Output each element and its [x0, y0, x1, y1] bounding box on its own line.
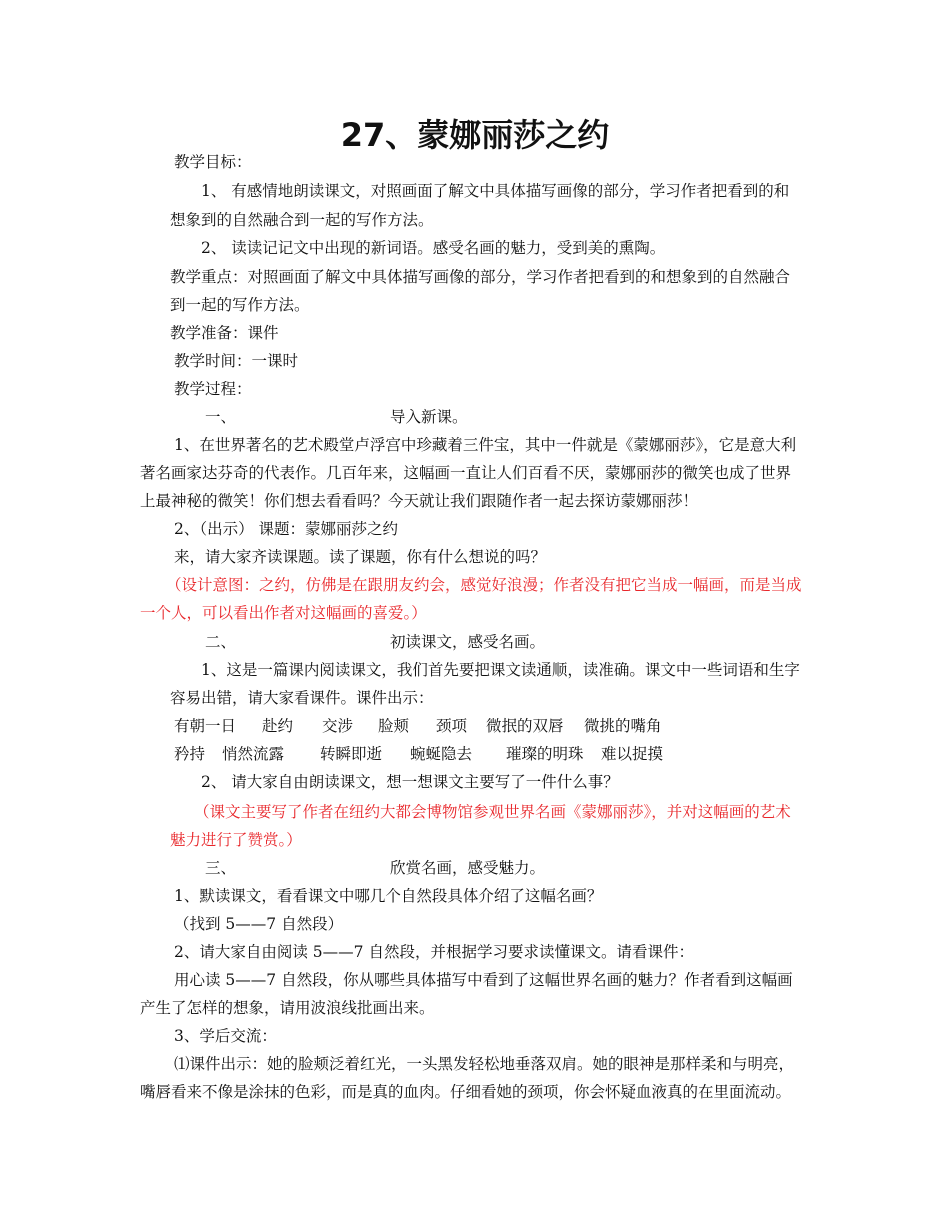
courseware-quote-line-1: ⑴课件出示：她的脸颊泛着红光，一头黑发轻松地垂落双肩。她的眼神是那样柔和与明亮， [174, 1055, 795, 1073]
section-1-title: 导入新课。 [390, 408, 468, 426]
paragraph-3: 来，请大家齐读课题。读了课题，你有什么想说的吗？ [174, 548, 547, 566]
preparation: 教学准备：课件 [170, 324, 279, 342]
answer-2-line-1: （课文主要写了作者在纽约大都会博物馆参观世界名画《蒙娜丽莎》，并对这幅画的艺术 [194, 803, 791, 821]
appreciate-2: 2、请大家自由阅读 5——7 自然段，并根据学习要求读懂课文。请看课件： [174, 943, 694, 961]
vocab-word: 蜿蜒隐去 [410, 745, 473, 763]
vocab-word: 有朝一日 [174, 717, 237, 735]
section-3-number: 三、 [205, 859, 237, 877]
appreciate-2-task-line-2: 产生了怎样的想象，请用波浪线批画出来。 [140, 999, 435, 1017]
goal-heading: 教学目标： [174, 153, 252, 171]
section-1-number: 一、 [205, 408, 237, 426]
vocab-word: 璀璨的明珠 [506, 745, 584, 763]
paragraph-2: 2、（出示） 课题：蒙娜丽莎之约 [174, 520, 399, 538]
goal-2: 2、 读读记记文中出现的新词语。感受名画的魅力，受到美的熏陶。 [201, 239, 666, 257]
goal-1-line-1: 1、 有感情地朗读课文，对照画面了解文中具体描写画像的部分，学习作者把看到的和 [201, 182, 790, 200]
reading-1-line-2: 容易出错，请大家看课件。课件出示： [170, 689, 434, 707]
reading-1-line-1: 1、这是一篇课内阅读课文，我们首先要把课文读通顺，读准确。课文中一些词语和生字 [201, 661, 800, 679]
section-2-title: 初读课文，感受名画。 [390, 633, 546, 651]
vocab-word: 难以捉摸 [601, 745, 664, 763]
section-2-number: 二、 [205, 633, 237, 651]
courseware-quote-line-2: 嘴唇看来不像是涂抹的色彩，而是真的血肉。仔细看她的颈项，你会怀疑血液真的在里面流动。 [140, 1083, 792, 1101]
reading-2: 2、 请大家自由朗读课文，想一想课文主要写了一件什么事？ [201, 773, 619, 791]
paragraph-1-line-1: 1、在世界著名的艺术殿堂卢浮宫中珍藏着三件宝，其中一件就是《蒙娜丽莎》，它是意大利 [174, 436, 797, 454]
vocab-row-1 [174, 716, 662, 736]
vocab-word: 赴约 [262, 717, 294, 735]
paragraph-1-line-3: 上最神秘的微笑！你们想去看看吗？今天就让我们跟随作者一起去探访蒙娜丽莎！ [140, 492, 699, 510]
teaching-time: 教学时间：一课时 [174, 352, 299, 370]
appreciate-3: 3、学后交流： [174, 1027, 277, 1045]
design-intent-line-2: 一个人，可以看出作者对这幅画的喜爱。） [140, 604, 427, 622]
vocab-word: 悄然流露 [222, 745, 285, 763]
appreciate-2-task-line-1: 用心读 5——7 自然段，你从哪些具体描写中看到了这幅世界名画的魅力？作者看到这幅画 [174, 971, 793, 989]
appreciate-1-answer: （找到 5——7 自然段） [174, 915, 344, 933]
goal-1-line-2: 想象到的自然融合到一起的写作方法。 [170, 211, 434, 229]
key-point-line-2: 到一起的写作方法。 [170, 296, 310, 314]
vocab-word: 转瞬即逝 [320, 745, 383, 763]
design-intent-line-1: （设计意图：之约，仿佛是在跟朋友约会，感觉好浪漫；作者没有把它当成一幅画，而是当成 [166, 576, 802, 594]
paragraph-1-line-2: 著名画家达芬奇的代表作。几百年来，这幅画一直让人们百看不厌，蒙娜丽莎的微笑也成了世界 [140, 464, 792, 482]
vocab-word: 微挑的嘴角 [584, 717, 662, 735]
vocab-word: 交涉 [322, 717, 354, 735]
vocab-word: 脸颊 [378, 717, 410, 735]
vocab-row-2 [174, 744, 663, 764]
page-title: 27、蒙娜丽莎之约 [340, 116, 610, 154]
process-heading: 教学过程： [174, 380, 252, 398]
appreciate-1: 1、默读课文，看看课文中哪几个自然段具体介绍了这幅名画？ [174, 887, 603, 905]
vocab-word: 微抿的双唇 [486, 717, 564, 735]
key-point-line-1: 教学重点：对照画面了解文中具体描写画像的部分，学习作者把看到的和想象到的自然融合 [170, 268, 791, 286]
section-3-title: 欣赏名画，感受魅力。 [390, 859, 546, 877]
vocab-word: 颈项 [436, 717, 468, 735]
vocab-word: 矜持 [174, 745, 206, 763]
answer-2-line-2: 魅力进行了赞赏。） [170, 831, 302, 849]
